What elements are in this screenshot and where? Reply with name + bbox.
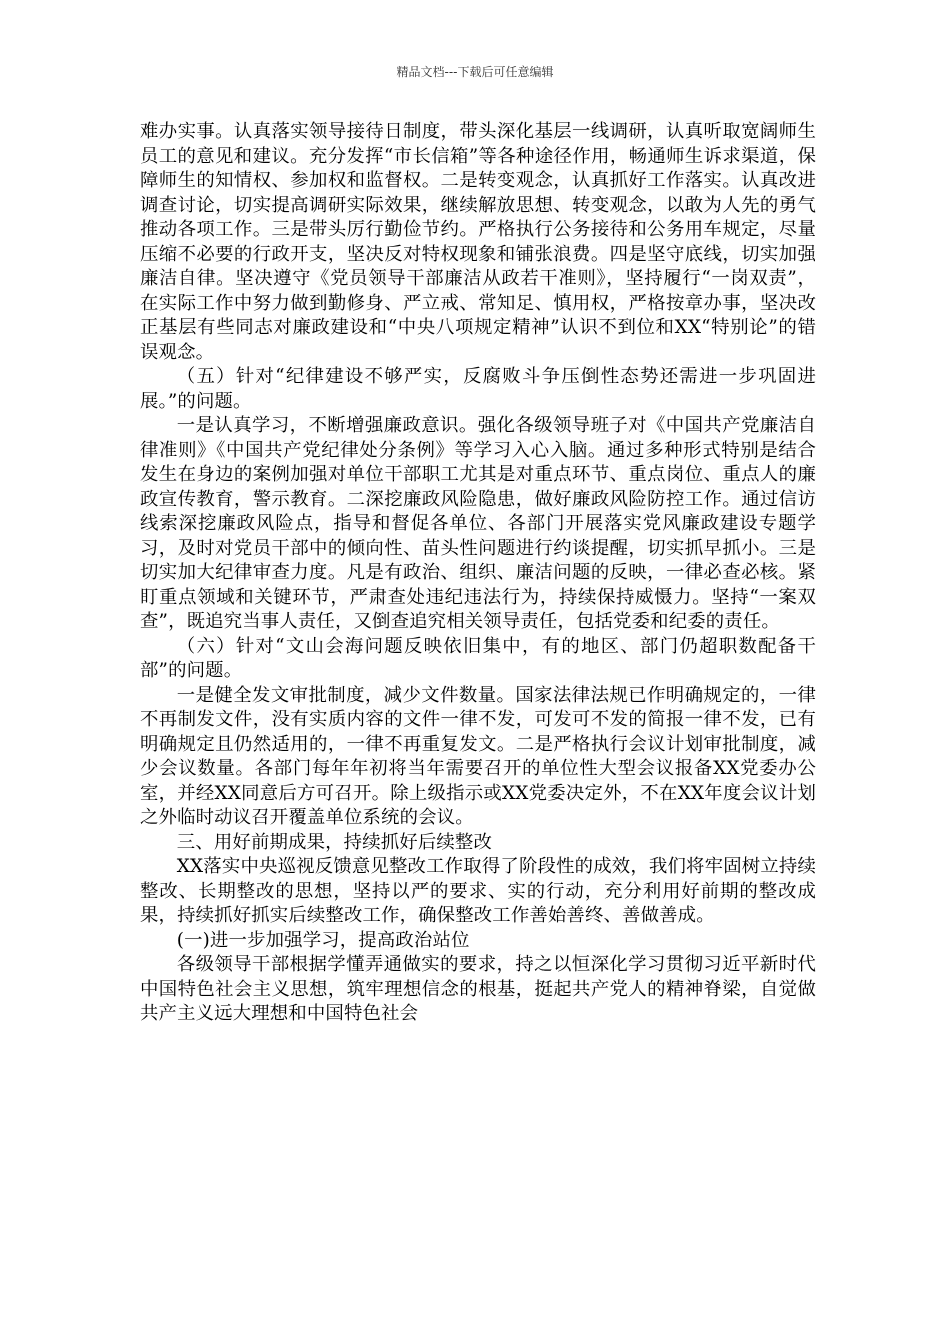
subsection-heading-one: (一)进一步加强学习，提高政治站位 bbox=[176, 929, 470, 951]
paragraph-documents-meetings: 一是健全发文审批制度，减少文件数量。国家法律法规已作明确规定的，一律不再制发文件，没有实质内容的文件一律不发，可发可不发的简报一律不发，已有明确规定且仍然适用的，一律不再重复发文。二是严格执行会议计划审批制度，减少会议数量。各部门每年年初将当年需要召开的单位性大型会议报备XX党委办公室，并经XX同意后方可召开。除上级指示或XX党委决定外，不在XX年度会议计划之外临时动议召开覆盖单位系统的会议。 bbox=[140, 684, 816, 828]
section-heading-three: 三、用好前期成果，持续抓好后续整改 bbox=[176, 831, 492, 853]
document-body bbox=[140, 120, 816, 1027]
paragraph-discipline: 一是认真学习，不断增强廉政意识。强化各级领导班子对《中国共产党廉洁自律准则》《中国共产党纪律处分条例》等学习入心入脑。通过多种形式特别是结合发生在身边的案例加强对单位干部职工尤其是对重点环节、重点岗位、重点人的廉政宣传教育，警示教育。二深挖廉政风险隐患，做好廉政风险防控工作。通过信访线索深挖廉政风险点，指导和督促各单位、各部门开展落实党风廉政建设专题学习，及时对党员干部中的倾向性、苗头性问题进行约谈提醒，切实抓早抓小。三是切实加大纪律审查力度。凡是有政治、组织、廉洁问题的反映，一律必查必核。紧盯重点领域和关键环节，严肃查处违纪违法行为，持续保持威慑力。坚持“一案双查”，既追究当事人责任，又倒查追究相关领导责任，包括党委和纪委的责任。 bbox=[140, 415, 816, 632]
paragraph-study: 各级领导干部根据学懂弄通做实的要求，持之以恒深化学习贯彻习近平新时代中国特色社会主义思想，筑牢理想信念的根基，挺起共产党人的精神脊梁，自觉做共产主义远大理想和中国特色社会 bbox=[140, 954, 816, 1024]
paragraph-rectification: XX落实中央巡视反馈意见整改工作取得了阶段性的成效，我们将牢固树立持续整改、长期整改的思想，坚持以严的要求、实的行动，充分利用好前期的整改成果，持续抓好抓实后续整改工作，确保整改工作善始善终、善做善成。 bbox=[140, 856, 816, 926]
page-header: 精品文档---下载后可任意编辑 bbox=[396, 65, 554, 79]
section-heading-six: （六）针对“文山会海问题反映依旧集中，有的地区、部门仍超职数配备干部”的问题。 bbox=[140, 635, 816, 681]
section-heading-five: （五）针对“纪律建设不够严实，反腐败斗争压倒性态势还需进一步巩固进展。”的问题。 bbox=[140, 366, 816, 412]
paragraph-continuation: 难办实事。认真落实领导接待日制度，带头深化基层一线调研，认真听取宽阔师生员工的意见和建议。充分发挥“市长信箱”等各种途径作用，畅通师生诉求渠道，保障师生的知情权、参加权和监督权。二是转变观念，认真抓好工作落实。认真改进调查讨论，切实提高调研实际效果，继续解放思想、转变观念，以敢为人先的勇气推动各项工作。三是带头厉行勤俭节约。严格执行公务接待和公务用车规定，尽量压缩不必要的行政开支，坚决反对特权现象和铺张浪费。四是坚守底线，切实加强廉洁自律。坚决遵守《党员领导干部廉洁从政若干准则》，坚持履行“一岗双责”，在实际工作中努力做到勤修身、严立戒、常知足、慎用权，严格按章办事，坚决改正基层有些同志对廉政建设和“中央八项规定精神”认识不到位和XX“特别论”的错误观念。 bbox=[140, 121, 816, 363]
